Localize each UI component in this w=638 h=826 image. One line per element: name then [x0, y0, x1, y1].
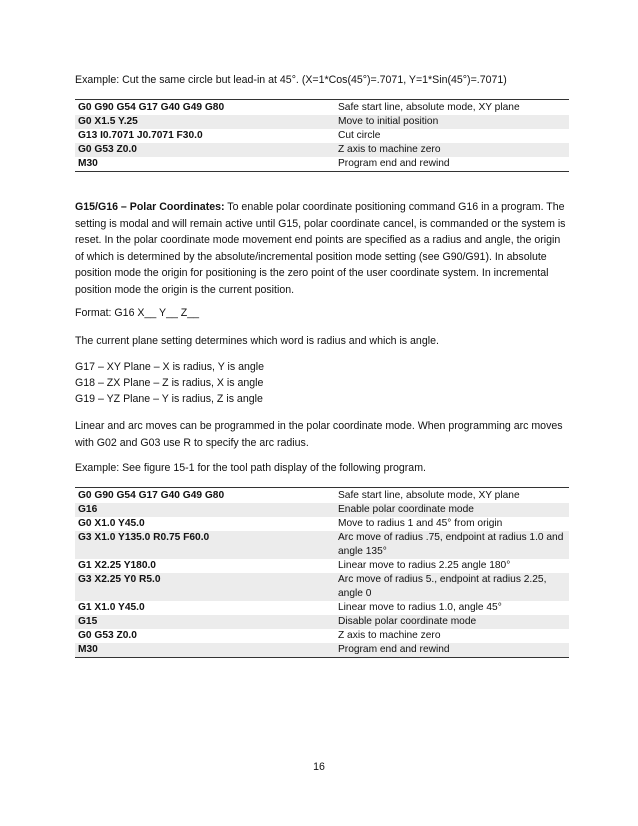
code-cell: G1 X1.0 Y45.0	[78, 602, 145, 613]
desc-cell: Cut circle	[338, 130, 381, 141]
program-table-2	[75, 487, 569, 658]
table-row	[75, 601, 569, 615]
desc-cell: Move to radius 1 and 45° from origin	[338, 518, 503, 529]
desc-cell: Linear move to radius 2.25 angle 180°	[338, 560, 511, 571]
table-row	[75, 143, 569, 157]
plane-line: G18 – ZX Plane – Z is radius, X is angle	[75, 377, 264, 389]
page-number: 16	[313, 761, 325, 773]
code-cell: M30	[75, 643, 335, 658]
format-line: Format: G16 X__ Y__ Z__	[75, 307, 200, 319]
code-cell: G0 G53 Z0.0	[75, 143, 335, 157]
code-cell: G16	[75, 503, 335, 517]
table-row	[75, 115, 569, 129]
section-heading: G15/G16 – Polar Coordinates:	[75, 201, 225, 213]
desc-cell: Safe start line, absolute mode, XY plane	[335, 100, 569, 116]
desc-cell: Disable polar coordinate mode	[335, 615, 569, 629]
desc-cell: Z axis to machine zero	[335, 143, 569, 157]
desc-cell: Safe start line, absolute mode, XY plane	[335, 488, 569, 504]
desc-cell: Linear move to radius 1.0, angle 45°	[338, 602, 502, 613]
table-row	[75, 100, 569, 116]
table-row	[75, 157, 569, 172]
polar-section-paragraph	[75, 199, 570, 299]
table-row	[75, 573, 569, 601]
code-cell: G1 X2.25 Y180.0	[78, 560, 156, 571]
code-cell: G0 X1.5 Y.25	[75, 115, 335, 129]
code-cell: G3 X2.25 Y0 R5.0	[75, 573, 335, 601]
plane-intro-text: The current plane setting determines which word is radius and which is angle.	[75, 335, 439, 347]
code-cell: M30	[75, 157, 335, 172]
example-1-text: Example: Cut the same circle but lead-in at 45°. (X=1*Cos(45°)=.7071, Y=1*Sin(45°)=.7071)	[75, 74, 507, 86]
section-body: To enable polar coordinate positioning command G16 in a program. The setting is modal and will remain active until G15, polar coordinate cancel, is commanded or the system is reset. In the polar coordinate mode movement end points are specified as a radius and angle, the origin of which is determined by the absolute/incremental position mode setting (see G90/G91). In absolute position mode the origin for positioning is the zero point of the user coordinate system. In incremental position mode the origin is the current position.	[75, 201, 566, 296]
desc-cell: Program end and rewind	[335, 643, 569, 658]
table-row	[75, 629, 569, 643]
desc-cell: Program end and rewind	[335, 157, 569, 172]
program-table-1	[75, 99, 569, 172]
example-2-text: Example: See figure 15-1 for the tool path display of the following program.	[75, 462, 426, 474]
table-row	[75, 488, 569, 504]
table-row	[75, 129, 569, 143]
desc-cell: Z axis to machine zero	[338, 630, 441, 641]
plane-line: G19 – YZ Plane – Y is radius, Z is angle	[75, 393, 263, 405]
plane-line: G17 – XY Plane – X is radius, Y is angle	[75, 361, 265, 373]
desc-cell: Move to initial position	[335, 115, 569, 129]
table-row	[75, 531, 569, 559]
code-cell: G0 X1.0 Y45.0	[78, 518, 145, 529]
code-cell: G0 G90 G54 G17 G40 G49 G80	[75, 488, 335, 504]
desc-cell: Enable polar coordinate mode	[335, 503, 569, 517]
desc-cell: Arc move of radius .75, endpoint at radius 1.0 and angle 135°	[335, 531, 569, 559]
table-row	[75, 643, 569, 658]
table-row	[75, 517, 569, 531]
table-row	[75, 503, 569, 517]
arc-note-text: Linear and arc moves can be programmed in the polar coordinate mode. When programming arc moves with G02 and G03 use R to specify the arc radius.	[75, 420, 563, 449]
code-cell: G0 G90 G54 G17 G40 G49 G80	[75, 100, 335, 116]
code-cell: G15	[75, 615, 335, 629]
table-row	[75, 615, 569, 629]
desc-cell: Arc move of radius 5., endpoint at radius 2.25, angle 0	[335, 573, 569, 601]
code-cell: G3 X1.0 Y135.0 R0.75 F60.0	[75, 531, 335, 559]
code-cell: G13 I0.7071 J0.7071 F30.0	[78, 130, 203, 141]
code-cell: G0 G53 Z0.0	[78, 630, 137, 641]
table-row	[75, 559, 569, 573]
